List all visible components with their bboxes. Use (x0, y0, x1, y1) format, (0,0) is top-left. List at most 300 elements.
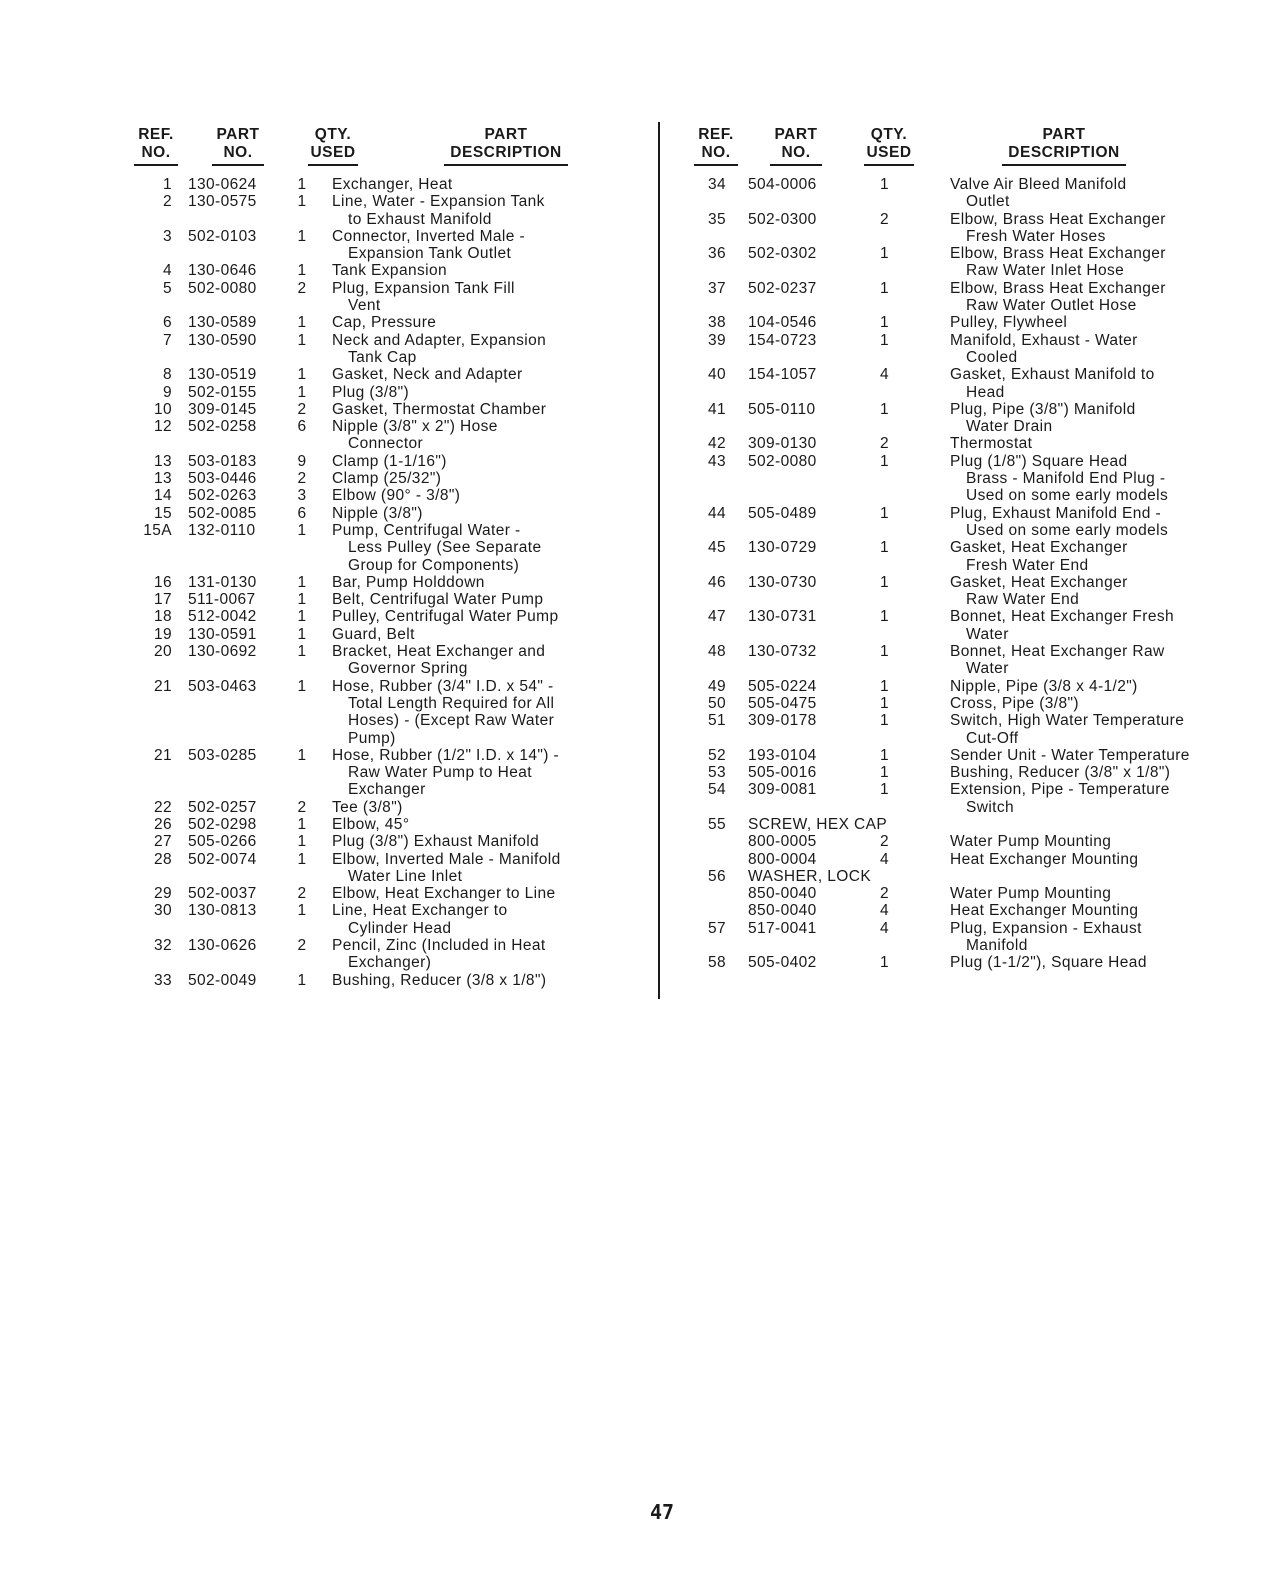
ref-number: 21 (153, 746, 172, 764)
description-line: Water Pump Mounting (950, 833, 1112, 851)
part-number: 800-0005 (748, 833, 817, 851)
description-line: Water (966, 660, 1009, 678)
table-row (692, 435, 1212, 452)
description-line: Pencil, Zinc (Included in Heat (332, 937, 546, 955)
table-row (138, 470, 638, 487)
part-number: 130-0732 (748, 643, 817, 661)
part-number: 154-1057 (748, 366, 817, 384)
part-number: 130-0575 (188, 193, 257, 211)
table-row (692, 608, 1212, 643)
qty-used: 1 (297, 833, 307, 851)
description-line: Hose, Rubber (3/4" I.D. x 54" - (332, 677, 554, 695)
table-row (692, 643, 1212, 678)
qty-used: 2 (297, 885, 307, 903)
qty-used: 1 (297, 850, 307, 868)
part-number: 850-0040 (748, 885, 817, 903)
qty-used: 1 (880, 781, 890, 799)
header-ref-no: REF. NO. (134, 126, 178, 166)
description-line: Bonnet, Heat Exchanger Fresh (950, 608, 1175, 626)
qty-used: 1 (297, 193, 307, 211)
ref-number: 49 (707, 677, 726, 695)
qty-used: 2 (297, 400, 307, 418)
description-line: Bushing, Reducer (3/8" x 1/8") (950, 764, 1171, 782)
part-description (332, 418, 638, 453)
description-line: Total Length Required for All (348, 694, 555, 712)
part-number: 130-0626 (188, 937, 257, 955)
part-number: 502-0037 (188, 885, 257, 903)
qty-used: 1 (297, 677, 307, 695)
ref-number: 15A (143, 521, 172, 539)
ref-number (692, 902, 726, 919)
description-line: Water Line Inlet (348, 867, 463, 885)
table-row (692, 747, 1212, 764)
ref-number: 38 (707, 314, 726, 332)
qty-used: 1 (880, 712, 890, 730)
description-line: Pulley, Centrifugal Water Pump (332, 608, 559, 626)
table-row (692, 885, 1212, 902)
qty-used: 1 (880, 643, 890, 661)
description-line: Used on some early models (966, 487, 1169, 505)
description-line: Bushing, Reducer (3/8 x 1/8") (332, 971, 547, 989)
table-row (138, 833, 638, 850)
table-row (138, 522, 638, 574)
part-description (332, 747, 638, 799)
part-description (944, 608, 1212, 643)
description-line: Manifold (966, 937, 1028, 955)
ref-number (692, 851, 726, 868)
ref-number: 14 (153, 487, 172, 505)
ref-number: 8 (162, 366, 172, 384)
qty-used: 1 (880, 314, 890, 332)
part-number: 130-0813 (188, 902, 257, 920)
qty-used: 1 (297, 591, 307, 609)
description-line: Elbow, Brass Heat Exchanger (950, 279, 1166, 297)
part-number: 505-0266 (188, 833, 257, 851)
qty-used: 1 (297, 746, 307, 764)
part-number: 502-0074 (188, 850, 257, 868)
qty-used: 1 (880, 400, 890, 418)
description-line: Water (966, 625, 1009, 643)
description-line: Line, Heat Exchanger to (332, 902, 508, 920)
part-description (944, 366, 1212, 401)
part-number: 502-0258 (188, 418, 257, 436)
description-line: Exchanger, Heat (332, 176, 453, 193)
part-description (332, 799, 638, 816)
part-number: SCREW, HEX CAP (748, 815, 888, 833)
part-number: 130-0591 (188, 625, 257, 643)
qty-used: 1 (297, 573, 307, 591)
part-description (332, 401, 638, 418)
ref-number: 20 (153, 643, 172, 661)
qty-used: 1 (880, 677, 890, 695)
table-row (138, 176, 638, 193)
description-line: Gasket, Exhaust Manifold to (950, 366, 1155, 384)
table-row (692, 574, 1212, 609)
ref-number: 13 (153, 452, 172, 470)
qty-used: 1 (880, 573, 890, 591)
description-line: Cooled (966, 348, 1018, 366)
table-row (692, 695, 1212, 712)
table-row (138, 937, 638, 972)
description-line: Belt, Centrifugal Water Pump (332, 591, 544, 609)
table-row (692, 816, 1212, 833)
part-number: 130-0519 (188, 366, 257, 384)
part-description (332, 314, 638, 331)
table-row (692, 868, 1212, 885)
description-line: Elbow (90° - 3/8") (332, 487, 461, 505)
description-line: Bar, Pump Holddown (332, 573, 485, 591)
table-row (692, 366, 1212, 401)
table-row (692, 176, 1212, 211)
part-description (332, 574, 638, 591)
part-description (332, 902, 638, 937)
description-line: Plug, Pipe (3/8") Manifold (950, 400, 1136, 418)
qty-used: 4 (880, 902, 890, 920)
part-description (332, 678, 638, 747)
part-number: 130-0729 (748, 539, 817, 557)
ref-number: 4 (162, 262, 172, 280)
ref-number: 27 (153, 833, 172, 851)
table-row (692, 902, 1212, 919)
ref-number: 47 (707, 608, 726, 626)
ref-number: 15 (153, 504, 172, 522)
part-number: 130-0590 (188, 331, 257, 349)
table-row (138, 453, 638, 470)
ref-number: 29 (153, 885, 172, 903)
part-description (332, 608, 638, 625)
part-description (944, 954, 1212, 971)
qty-used: 6 (297, 418, 307, 436)
part-description (944, 539, 1212, 574)
description-line: Cut-Off (966, 729, 1019, 747)
qty-used: 9 (297, 452, 307, 470)
description-line: Brass - Manifold End Plug - (966, 470, 1166, 488)
part-description (944, 245, 1212, 280)
qty-used: 1 (297, 902, 307, 920)
description-line: Plug, Exhaust Manifold End - (950, 504, 1162, 522)
table-row (138, 401, 638, 418)
ref-number: 22 (153, 798, 172, 816)
description-line: Heat Exchanger Mounting (950, 850, 1139, 868)
part-number: 502-0080 (188, 279, 257, 297)
ref-number: 1 (162, 176, 172, 193)
part-description (332, 522, 638, 574)
description-line: Plug, Expansion Tank Fill (332, 279, 515, 297)
ref-number: 36 (707, 245, 726, 263)
qty-used: 4 (880, 366, 890, 384)
table-row (692, 314, 1212, 331)
description-line: Gasket, Neck and Adapter (332, 366, 523, 384)
ref-number: 43 (707, 452, 726, 470)
table-row (692, 920, 1212, 955)
header-qty-used: QTY. USED (308, 126, 358, 166)
table-row (138, 418, 638, 453)
part-description (332, 972, 638, 989)
description-line: Gasket, Thermostat Chamber (332, 400, 547, 418)
table-row (692, 453, 1212, 505)
table-row (692, 781, 1212, 816)
part-description (944, 781, 1212, 816)
table-row (692, 539, 1212, 574)
ref-number: 51 (707, 712, 726, 730)
part-description (944, 678, 1212, 695)
part-number: 505-0016 (748, 764, 817, 782)
description-line: Clamp (25/32") (332, 470, 442, 488)
table-row (138, 816, 638, 833)
part-description (944, 211, 1212, 246)
parts-list-left (138, 124, 638, 989)
ref-number: 40 (707, 366, 726, 384)
part-number: 502-0300 (748, 210, 817, 228)
ref-number: 58 (707, 954, 726, 972)
description-line: Head (966, 383, 1005, 401)
ref-number: 35 (707, 210, 726, 228)
qty-used: 2 (297, 798, 307, 816)
part-number: 309-0081 (748, 781, 817, 799)
part-number: 800-0004 (748, 850, 817, 868)
description-line: Fresh Water End (966, 556, 1089, 574)
description-line: Pulley, Flywheel (950, 314, 1068, 332)
ref-number: 46 (707, 573, 726, 591)
table-row (138, 193, 638, 228)
qty-used: 1 (880, 954, 890, 972)
description-line: Valve Air Bleed Manifold (950, 176, 1127, 193)
part-number: 503-0463 (188, 677, 257, 695)
description-line: Cross, Pipe (3/8") (950, 694, 1079, 712)
part-description (944, 851, 1212, 868)
ref-number: 21 (153, 677, 172, 695)
description-line: Plug, Expansion - Exhaust (950, 919, 1142, 937)
description-line: Manifold, Exhaust - Water (950, 331, 1138, 349)
parts-rows-right (692, 176, 1212, 972)
description-line: Plug (1/8") Square Head (950, 452, 1128, 470)
header-part-description: PART DESCRIPTION (1002, 126, 1126, 166)
description-line: Governor Spring (348, 660, 468, 678)
ref-number: 30 (153, 902, 172, 920)
part-description (332, 366, 638, 383)
part-number: 309-0145 (188, 400, 257, 418)
part-description (944, 920, 1212, 955)
part-description (332, 384, 638, 401)
description-line: Nipple, Pipe (3/8 x 4-1/2") (950, 677, 1138, 695)
qty-used: 4 (880, 850, 890, 868)
ref-number: 5 (162, 279, 172, 297)
table-row (138, 626, 638, 643)
description-line: Nipple (3/8" x 2") Hose (332, 418, 498, 436)
part-number: 502-0049 (188, 971, 257, 989)
qty-used: 1 (297, 331, 307, 349)
qty-used: 6 (297, 504, 307, 522)
part-description (944, 401, 1212, 436)
description-line: Exchanger (348, 781, 426, 799)
part-number: 502-0155 (188, 383, 257, 401)
part-number: 130-0624 (188, 176, 257, 193)
header-ref-no: REF. NO. (694, 126, 738, 166)
qty-used: 1 (297, 262, 307, 280)
description-line: Raw Water End (966, 591, 1080, 609)
ref-number: 45 (707, 539, 726, 557)
qty-used: 1 (297, 366, 307, 384)
part-number: 517-0041 (748, 919, 817, 937)
part-description (944, 764, 1212, 781)
part-description (944, 885, 1212, 902)
header-part-description: PART DESCRIPTION (444, 126, 568, 166)
part-description (332, 332, 638, 367)
part-description (944, 435, 1212, 452)
part-number: 502-0257 (188, 798, 257, 816)
ref-number: 28 (153, 850, 172, 868)
description-line: Raw Water Outlet Hose (966, 297, 1137, 315)
qty-used: 1 (297, 815, 307, 833)
description-line: Gasket, Heat Exchanger (950, 539, 1128, 557)
ref-number: 54 (707, 781, 726, 799)
part-number: 502-0302 (748, 245, 817, 263)
part-description (332, 851, 638, 886)
part-description (944, 314, 1212, 331)
part-number: 193-0104 (748, 746, 817, 764)
qty-used (840, 868, 944, 885)
description-line: Elbow, Heat Exchanger to Line (332, 885, 556, 903)
part-number: 505-0402 (748, 954, 817, 972)
part-description (944, 332, 1212, 367)
qty-used (840, 816, 944, 833)
part-description (944, 453, 1212, 505)
part-description (332, 176, 638, 193)
ref-number: 56 (707, 867, 726, 885)
part-description (332, 262, 638, 279)
table-row (692, 211, 1212, 246)
page-number: 47 (650, 1500, 675, 1524)
description-line: to Exhaust Manifold (348, 210, 492, 228)
part-number: 154-0723 (748, 331, 817, 349)
qty-used: 1 (880, 279, 890, 297)
header-part-no: PART NO. (770, 126, 822, 166)
description-line: Switch (966, 798, 1015, 816)
part-description (944, 695, 1212, 712)
qty-used: 1 (880, 746, 890, 764)
table-row (138, 332, 638, 367)
ref-number: 39 (707, 331, 726, 349)
ref-number: 13 (153, 470, 172, 488)
description-line: Used on some early models (966, 521, 1169, 539)
part-number: 503-0285 (188, 746, 257, 764)
qty-used: 2 (880, 885, 890, 903)
part-description (332, 626, 638, 643)
part-number: 309-0178 (748, 712, 817, 730)
header-qty-used: QTY. USED (864, 126, 914, 166)
description-line: Fresh Water Hoses (966, 227, 1106, 245)
description-line: Hoses) - (Except Raw Water (348, 712, 555, 730)
description-line: Less Pulley (See Separate (348, 539, 542, 557)
description-line: Elbow, Brass Heat Exchanger (950, 245, 1166, 263)
part-number: 309-0130 (748, 435, 817, 453)
ref-number: 50 (707, 694, 726, 712)
part-number: 130-0646 (188, 262, 257, 280)
ref-number: 57 (707, 919, 726, 937)
description-line: Neck and Adapter, Expansion (332, 331, 547, 349)
table-row (138, 799, 638, 816)
part-description (944, 868, 1212, 885)
ref-number: 34 (707, 176, 726, 193)
description-line: Connector, Inverted Male - (332, 227, 526, 245)
header-part-no: PART NO. (212, 126, 264, 166)
ref-number: 7 (162, 331, 172, 349)
part-description (332, 487, 638, 504)
table-row (138, 487, 638, 504)
part-number: 505-0475 (748, 694, 817, 712)
description-line: Nipple (3/8") (332, 504, 423, 522)
table-header-right (692, 124, 1212, 176)
part-number: 505-0489 (748, 504, 817, 522)
ref-number: 53 (707, 764, 726, 782)
part-number: 505-0224 (748, 677, 817, 695)
table-row (138, 262, 638, 279)
description-line: Line, Water - Expansion Tank (332, 193, 545, 211)
ref-number (692, 885, 726, 902)
part-description (944, 280, 1212, 315)
description-line: Water Pump Mounting (950, 885, 1112, 903)
part-number: 502-0298 (188, 815, 257, 833)
description-line: Elbow, Brass Heat Exchanger (950, 210, 1166, 228)
qty-used: 1 (297, 643, 307, 661)
description-line: Plug (1-1/2"), Square Head (950, 954, 1147, 972)
part-number: 502-0085 (188, 504, 257, 522)
ref-number: 32 (153, 937, 172, 955)
qty-used: 1 (880, 694, 890, 712)
part-description (944, 833, 1212, 850)
parts-rows-left (138, 176, 638, 989)
description-line: Elbow, Inverted Male - Manifold (332, 850, 561, 868)
part-number: 130-0730 (748, 573, 817, 591)
table-row (138, 591, 638, 608)
description-line: Hose, Rubber (1/2" I.D. x 14") - (332, 746, 560, 764)
qty-used: 2 (297, 279, 307, 297)
ref-number: 2 (162, 193, 172, 211)
qty-used: 1 (880, 608, 890, 626)
description-line: Bracket, Heat Exchanger and (332, 643, 546, 661)
description-line: Raw Water Pump to Heat (348, 764, 532, 782)
part-description (332, 193, 638, 228)
ref-number: 42 (707, 435, 726, 453)
part-description (332, 470, 638, 487)
table-row (692, 833, 1212, 850)
part-number: 511-0067 (188, 591, 256, 609)
part-number: 502-0080 (748, 452, 817, 470)
table-row (692, 851, 1212, 868)
part-description (332, 885, 638, 902)
qty-used: 1 (880, 504, 890, 522)
ref-number: 41 (707, 400, 726, 418)
ref-number: 18 (153, 608, 172, 626)
description-line: Pump, Centrifugal Water - (332, 521, 521, 539)
description-line: Outlet (966, 193, 1010, 211)
description-line: Group for Components) (348, 556, 520, 574)
qty-used: 1 (297, 625, 307, 643)
qty-used: 1 (297, 383, 307, 401)
part-number: 130-0692 (188, 643, 257, 661)
table-row (138, 366, 638, 383)
description-line: Tee (3/8") (332, 798, 403, 816)
part-description (332, 453, 638, 470)
part-number: 104-0546 (748, 314, 817, 332)
description-line: Expansion Tank Outlet (348, 245, 512, 263)
table-header-left (138, 124, 638, 176)
part-number: 502-0237 (748, 279, 817, 297)
description-line: Clamp (1-1/16") (332, 452, 447, 470)
parts-list-right (692, 124, 1212, 972)
ref-number: 48 (707, 643, 726, 661)
part-number: 502-0103 (188, 227, 257, 245)
